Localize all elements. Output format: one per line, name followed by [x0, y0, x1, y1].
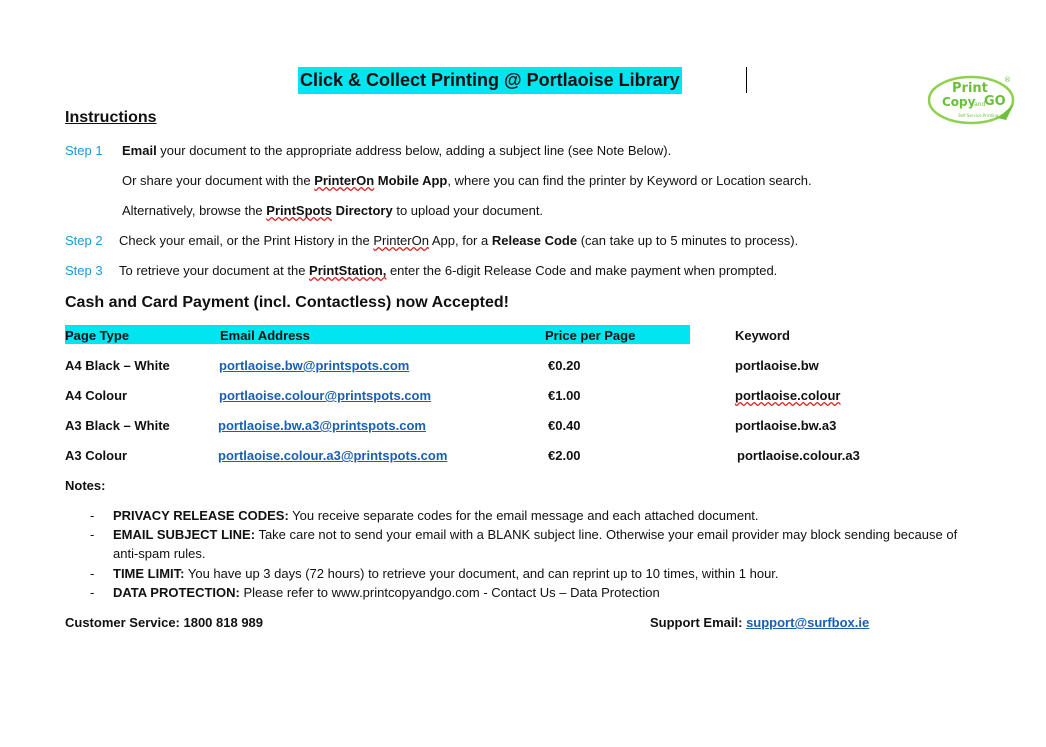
step-3-text: [119, 263, 777, 278]
row-1-email-link[interactable]: portlaoise.bw@printspots.com: [219, 358, 410, 373]
note-3: [113, 564, 983, 583]
note-4-text: Please refer to www.printcopyandgo.com - Contact Us – Data Protection: [239, 585, 660, 600]
note-4-label: DATA PROTECTION:: [113, 585, 240, 600]
note-1: [113, 506, 983, 525]
row-3-page-type: A3 Black – White: [65, 418, 170, 433]
header-keyword: Keyword: [735, 328, 790, 343]
share-pre: Or share your document with the: [122, 173, 315, 188]
printeron-app-name: PrinterOn: [314, 173, 375, 188]
support-email-row: [650, 615, 869, 630]
instructions-heading: Instructions: [65, 109, 157, 126]
row-3-email-link[interactable]: portlaoise.bw.a3@printspots.com: [218, 418, 426, 433]
print-copy-go-logo: [928, 74, 1018, 126]
step-2-row: [65, 233, 103, 248]
page-title: Click & Collect Printing @ Portlaoise Library: [298, 67, 682, 94]
browse-pre: Alternatively, browse the: [122, 203, 267, 218]
support-email-link[interactable]: support@surfbox.ie: [746, 615, 870, 630]
step-2-printeron: PrinterOn: [373, 233, 429, 248]
row-2-email-link[interactable]: portlaoise.colour@printspots.com: [219, 388, 432, 403]
row-1-keyword: portlaoise.bw: [735, 358, 819, 373]
payment-heading: Cash and Card Payment (incl. Contactless) now Accepted!: [65, 294, 509, 311]
directory-label: Directory: [332, 203, 393, 218]
row-1-price: €0.20: [548, 358, 581, 373]
note-4: [113, 583, 983, 602]
row-2-page-type: A4 Colour: [65, 388, 128, 403]
release-code-bold: Release Code: [491, 233, 578, 248]
step-3-label: Step 3: [65, 263, 103, 278]
logo-word-copy: Copy: [942, 95, 976, 109]
step-2-pre: Check your email, or the Print History in the: [119, 233, 374, 248]
row-4-keyword: portlaoise.colour.a3: [737, 448, 860, 463]
row-4-email-link[interactable]: portlaoise.colour.a3@printspots.com: [218, 448, 448, 463]
header-page-type: Page Type: [65, 328, 130, 343]
row-1-page-type: A4 Black – White: [65, 358, 170, 373]
note-2-text: Take care not to send your email with a BLANK subject line. Otherwise your email provider may block sending because of anti-spam rules.: [113, 527, 958, 561]
notes-heading: Notes:: [65, 478, 106, 493]
step-1-email-bold: Email: [122, 143, 157, 158]
row-3-price: €0.40: [548, 418, 581, 433]
row-4-page-type: A3 Colour: [65, 448, 128, 463]
text-cursor: [746, 67, 747, 93]
step-1-label: Step 1: [65, 143, 103, 158]
step-2-text: [119, 233, 798, 248]
row-4-price: €2.00: [548, 448, 581, 463]
logo-word-and: and: [974, 101, 986, 108]
step-2-label: Step 2: [65, 233, 103, 248]
header-price-per-page: Price per Page: [545, 328, 636, 343]
logo-word-print: Print: [952, 81, 988, 96]
row-3-keyword: portlaoise.bw.a3: [735, 418, 837, 433]
note-2: [113, 525, 983, 563]
note-3-text: You have up 3 days (72 hours) to retrieve your document, and can reprint up to 10 times, within 1 hour.: [184, 566, 779, 581]
note-1-dash: -: [90, 508, 95, 523]
support-email-label: Support Email:: [650, 615, 747, 630]
logo-tagline: Self Service Printing: [958, 113, 999, 118]
step-1-text: [122, 143, 671, 158]
step-3-pre: To retrieve your document at the: [119, 263, 310, 278]
logo-graphic: [928, 74, 1018, 126]
step-2-mid: App, for a: [428, 233, 492, 248]
note-1-label: PRIVACY RELEASE CODES:: [113, 508, 289, 523]
step-1-browse-text: [122, 203, 543, 218]
step-3-row: [65, 263, 103, 278]
printspots-name: PrintSpots: [266, 203, 333, 218]
step-3-post: enter the 6-digit Release Code and make payment when prompted.: [386, 263, 778, 278]
mobile-app-label: Mobile App: [374, 173, 448, 188]
row-2-price: €1.00: [548, 388, 581, 403]
customer-service: Customer Service: 1800 818 989: [65, 615, 264, 630]
row-2-keyword: portlaoise.colour: [735, 388, 841, 403]
browse-post: to upload your document.: [392, 203, 544, 218]
step-1-rest: your document to the appropriate address below, adding a subject line (see Note Below).: [156, 143, 672, 158]
note-2-dash: -: [90, 527, 95, 542]
note-3-label: TIME LIMIT:: [113, 566, 185, 581]
step-1-row: [65, 143, 103, 158]
note-1-text: You receive separate codes for the email message and each attached document.: [288, 508, 759, 523]
logo-registered-mark: ®: [1004, 76, 1011, 84]
step-1-share-text: [122, 173, 812, 188]
printstation-bold: PrintStation,: [309, 263, 387, 278]
share-post: , where you can find the printer by Keyword or Location search.: [447, 173, 812, 188]
note-4-dash: -: [90, 585, 95, 600]
header-email-address: Email Address: [220, 328, 310, 343]
note-3-dash: -: [90, 566, 95, 581]
note-2-label: EMAIL SUBJECT LINE:: [113, 527, 256, 542]
logo-word-go: GO: [984, 94, 1006, 109]
step-2-post: (can take up to 5 minutes to process).: [577, 233, 799, 248]
